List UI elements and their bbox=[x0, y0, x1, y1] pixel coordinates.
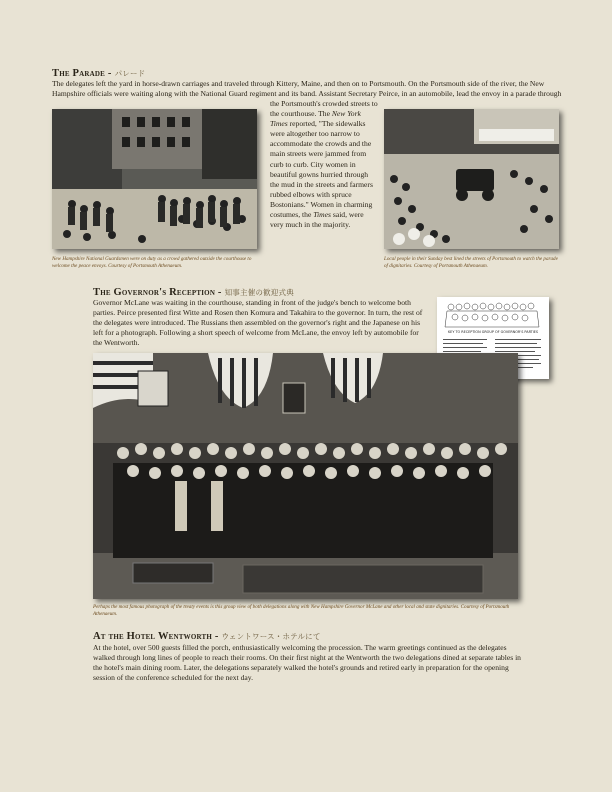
guardsmen-photo bbox=[52, 109, 257, 249]
reception-heading-jp: 知事主催の歓迎式典 bbox=[224, 288, 294, 297]
parade-middle-text-a: the Portsmouth's crowded streets to the courthouse. The bbox=[270, 99, 378, 119]
times-title: Times bbox=[313, 210, 331, 220]
reception-body: Governor McLane was waiting in the courthouse, standing in front of the judge's bench to welcome both parties. Peirce presented first Witte and Rosen then Komura and Takahira to the governor. In turn, the rest of the delegates were introduced. The Russians then assembled on the governor's right and the Japanese on his left for a photograph. Following a short speech of welcome from McLane, the envoy left by automobile for the Wentworth. bbox=[93, 298, 423, 347]
wentworth-body: At the hotel, over 500 guests filled the porch, enthusiastically welcoming the procession. The warm greetings continued as the delegates walked through long lines of people to reach their rooms. On their first night at the Wentworth the two delegations dined at separate tables in the hotel's main dining room. Later, the delegations separately walked the hotel's grounds and retired early in preparation for the opening session of the conference scheduled for the next day. bbox=[93, 643, 521, 682]
parade-middle-column bbox=[270, 99, 378, 230]
parade-middle-text-c: said, were very much in the majority. bbox=[270, 210, 364, 230]
guardsmen-caption: New Hampshire National Guardsmen were on duty as a crowd gathered outside the courthouse to welcome the peace envoys. Courtesy of Portsmouth Athenaeum. bbox=[52, 256, 252, 269]
wentworth-heading-text: At the Hotel Wentworth - bbox=[93, 631, 219, 642]
delegations-group-photo bbox=[93, 353, 518, 599]
street-crowd-photo bbox=[384, 109, 559, 249]
wentworth-heading bbox=[93, 631, 321, 642]
parade-intro: The delegates left the yard in horse-drawn carriages and traveled through Kittery, Maine, and then on to Portsmouth. On the Portsmouth side of the river, the New Hampshire officials were waiting along with the National Guard regiment and its band. Assistant Secretary Peirce, in an automobile, lead the envoy in a parade through bbox=[52, 79, 562, 98]
reception-key-title: KEY TO RECEPTION GROUP OF GOVERNOR'S PARTIES bbox=[447, 330, 539, 334]
parade-heading bbox=[52, 68, 145, 79]
group-photo-caption: Perhaps the most famous photograph of the treaty events is this group view of both delegations along with New Hampshire Governor McLane and other local and state dignitaries. Courtesy of Portsmouth Athenaeum. bbox=[93, 604, 510, 617]
parade-heading-text: The Parade - bbox=[52, 68, 112, 79]
parade-middle-text-b: reported, "The sidewalks were altogether too narrow to accommodate the crowds and the main streets were jammed from curb to curb. City women in beautiful gowns hurried through the mud in the streets and farmers rubbed elbows with spruce Bostonians." Women in charming costumes, the bbox=[270, 119, 373, 220]
parade-heading-jp: パレード bbox=[114, 69, 146, 78]
nyt-title: New York Times bbox=[270, 109, 361, 129]
street-crowd-caption: Local people in their Sunday best lined the streets of Portsmouth to watch the parade of dignitaries. Courtesy of Portsmouth Athenaeum. bbox=[384, 256, 558, 269]
wentworth-heading-jp: ウェントワース・ホテルにて bbox=[221, 632, 321, 641]
reception-heading bbox=[93, 287, 294, 298]
reception-heading-text: The Governor's Reception - bbox=[93, 287, 222, 298]
